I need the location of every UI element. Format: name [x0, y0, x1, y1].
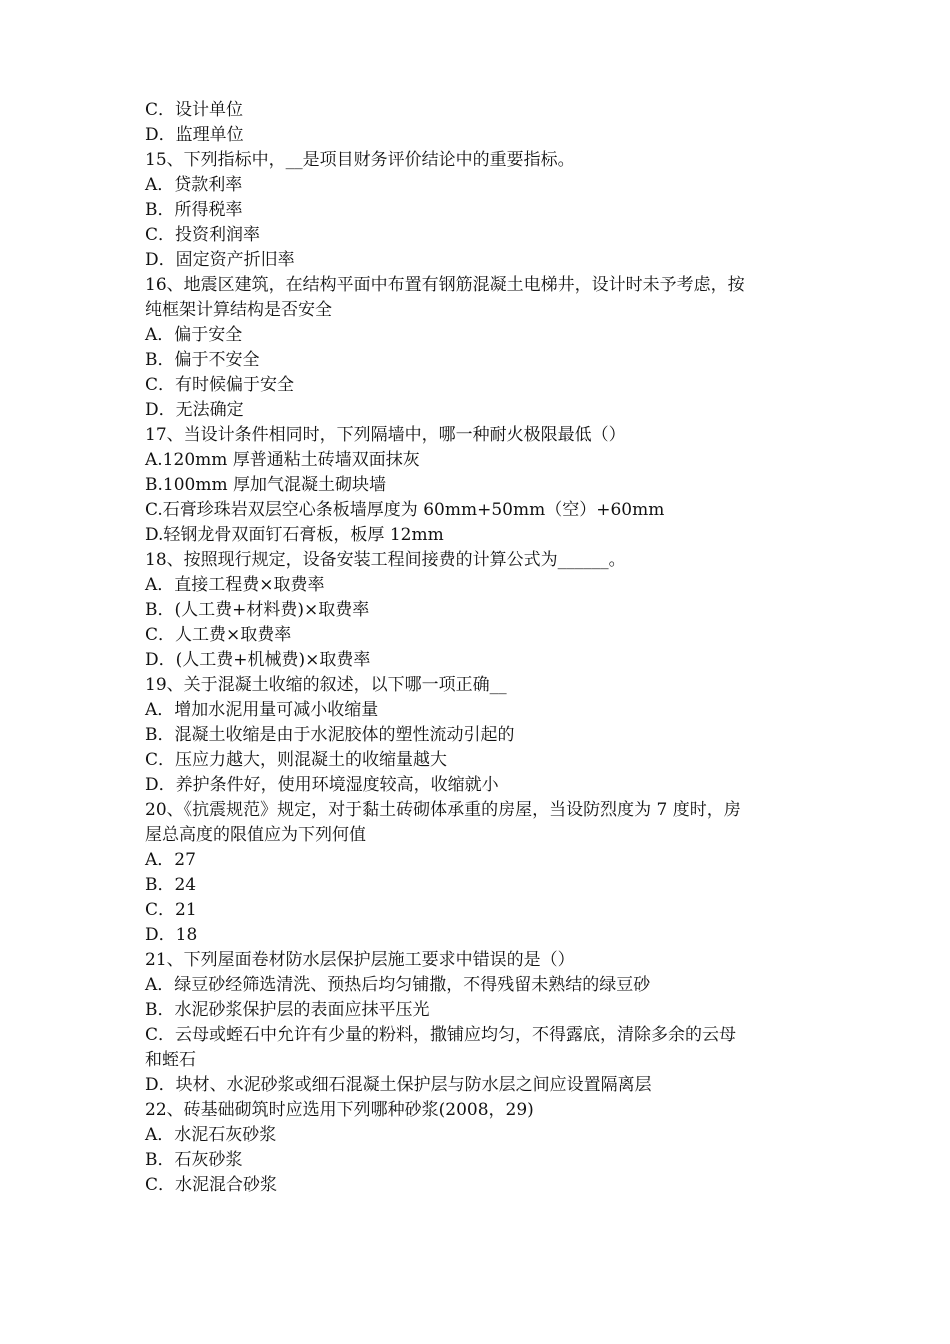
option-c: C．水泥混合砂浆 — [145, 1175, 278, 1195]
option-b: B．所得税率 — [145, 200, 243, 220]
question-16-continued: 纯框架计算结构是否安全 — [145, 300, 332, 320]
question-20-continued: 屋总高度的限值应为下列何值 — [145, 825, 366, 845]
option-c: C．21 — [145, 900, 197, 920]
option-d: D．块材、水泥砂浆或细石混凝土保护层与防水层之间应设置隔离层 — [145, 1075, 652, 1095]
option-d: D．18 — [145, 925, 198, 945]
option-a: A．直接工程费×取费率 — [145, 575, 325, 595]
option-c: C．压应力越大，则混凝土的收缩量越大 — [145, 750, 448, 770]
option-b: B.100mm 厚加气混凝土砌块墙 — [145, 475, 386, 495]
question-21: 21、下列屋面卷材防水层保护层施工要求中错误的是（） — [145, 950, 575, 970]
option-c: C．人工费×取费率 — [145, 625, 292, 645]
option-a: A．水泥石灰砂浆 — [145, 1125, 277, 1145]
option-c: C．设计单位 — [145, 100, 244, 120]
question-18: 18、按照现行规定，设备安装工程间接费的计算公式为______。 — [145, 550, 626, 570]
option-d: D．养护条件好，使用环境湿度较高，收缩就小 — [145, 775, 499, 795]
question-15: 15、下列指标中，__是项目财务评价结论中的重要指标。 — [145, 150, 575, 170]
option-c: C．有时候偏于安全 — [145, 375, 295, 395]
option-c: C.石膏珍珠岩双层空心条板墙厚度为 60mm+50mm（空）+60mm — [145, 500, 665, 520]
question-16: 16、地震区建筑，在结构平面中布置有钢筋混凝土电梯井，设计时未予考虑，按 — [145, 275, 745, 295]
option-a: A．27 — [145, 850, 196, 870]
option-c-continued: 和蛭石 — [145, 1050, 196, 1070]
option-a: A．绿豆砂经筛选清洗、预热后均匀铺撒，不得残留未熟结的绿豆砂 — [145, 975, 651, 995]
option-c: C．投资利润率 — [145, 225, 261, 245]
question-17: 17、当设计条件相同时，下列隔墙中，哪一种耐火极限最低（） — [145, 425, 626, 445]
option-b: B．混凝土收缩是由于水泥胶体的塑性流动引起的 — [145, 725, 515, 745]
option-d: D．固定资产折旧率 — [145, 250, 295, 270]
option-b: B．水泥砂浆保护层的表面应抹平压光 — [145, 1000, 430, 1020]
option-d: D.轻钢龙骨双面钉石膏板，板厚 12mm — [145, 525, 444, 545]
option-a: A.120mm 厚普通粘土砖墙双面抹灰 — [145, 450, 420, 470]
document-body — [145, 98, 817, 1198]
option-b: B．偏于不安全 — [145, 350, 260, 370]
option-b: B．24 — [145, 875, 197, 895]
option-a: A．贷款利率 — [145, 175, 243, 195]
question-20: 20、《抗震规范》规定，对于黏土砖砌体承重的房屋，当设防烈度为 7 度时，房 — [145, 800, 741, 820]
option-d: D．(人工费+机械费)×取费率 — [145, 650, 371, 670]
option-a: A．偏于安全 — [145, 325, 243, 345]
option-d: D．无法确定 — [145, 400, 244, 420]
option-a: A．增加水泥用量可减小收缩量 — [145, 700, 379, 720]
option-b: B．石灰砂浆 — [145, 1150, 243, 1170]
option-b: B．(人工费+材料费)×取费率 — [145, 600, 370, 620]
option-d: D．监理单位 — [145, 125, 244, 145]
option-c: C．云母或蛭石中允许有少量的粉料，撒铺应均匀，不得露底，清除多余的云母 — [145, 1025, 737, 1045]
question-19: 19、关于混凝土收缩的叙述，以下哪一项正确__ — [145, 675, 507, 695]
question-22: 22、砖基础砌筑时应选用下列哪种砂浆(2008，29) — [145, 1100, 534, 1120]
